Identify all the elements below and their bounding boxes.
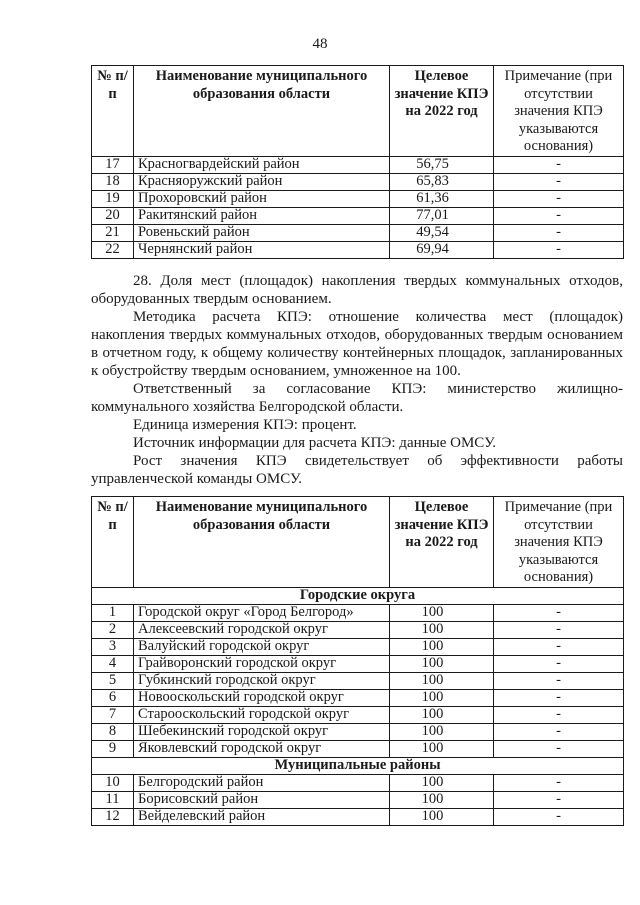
row-note: -: [494, 791, 624, 808]
kpe-source: Источник информации для расчета КПЭ: данные ОМСУ.: [133, 435, 497, 451]
row-number: 18: [92, 173, 134, 190]
kpe-table: [91, 496, 624, 826]
row-target-value: 100: [390, 774, 494, 791]
table-row: [92, 672, 624, 689]
row-municipality: Алексеевский городской округ: [134, 621, 390, 638]
row-note: -: [494, 638, 624, 655]
row-number: 21: [92, 224, 134, 241]
row-municipality: Городской округ «Город Белгород»: [134, 604, 390, 621]
table-row: [92, 723, 624, 740]
row-municipality: Валуйский городской округ: [134, 638, 390, 655]
page-number: 48: [312, 36, 328, 52]
table2-body: [92, 587, 624, 825]
table-row: [92, 241, 624, 258]
table-row: [92, 224, 624, 241]
row-target-value: 100: [390, 621, 494, 638]
table-row: [92, 604, 624, 621]
header-note: Примечание (при отсутствии значения КПЭ указываются основания): [494, 66, 624, 157]
row-municipality: Прохоровский район: [134, 190, 390, 207]
row-municipality: Грайворонский городской округ: [134, 655, 390, 672]
row-note: -: [494, 241, 624, 258]
table-row: [92, 689, 624, 706]
row-target-value: 100: [390, 791, 494, 808]
header-target: Целевое значение КПЭ на 2022 год: [390, 497, 494, 588]
row-number: 1: [92, 604, 134, 621]
row-note: -: [494, 621, 624, 638]
row-note: -: [494, 190, 624, 207]
row-municipality: Красняоружский район: [134, 173, 390, 190]
row-note: -: [494, 207, 624, 224]
table-row: [92, 706, 624, 723]
kpe-title: 28. Доля мест (площадок) накопления твердых коммунальных отходов, оборудованных твердым основанием.: [91, 273, 623, 307]
row-note: -: [494, 224, 624, 241]
table-row: [92, 190, 624, 207]
row-municipality: Яковлевский городской округ: [134, 740, 390, 757]
row-municipality: Губкинский городской округ: [134, 672, 390, 689]
row-number: 9: [92, 740, 134, 757]
section-title: Муниципальные районы: [92, 757, 624, 774]
row-number: 8: [92, 723, 134, 740]
table-row: [92, 774, 624, 791]
row-note: -: [494, 774, 624, 791]
table-row: [92, 740, 624, 757]
row-target-value: 100: [390, 638, 494, 655]
row-target-value: 61,36: [390, 190, 494, 207]
row-target-value: 100: [390, 808, 494, 825]
table-row: [92, 156, 624, 173]
table-row: [92, 791, 624, 808]
row-target-value: 100: [390, 655, 494, 672]
row-note: -: [494, 156, 624, 173]
row-target-value: 100: [390, 672, 494, 689]
row-target-value: 100: [390, 706, 494, 723]
row-number: 12: [92, 808, 134, 825]
row-number: 17: [92, 156, 134, 173]
kpe-responsible: Ответственный за согласование КПЭ: министерство жилищно-коммунального хозяйства Белгородской области.: [91, 381, 623, 415]
kpe-description: [91, 272, 623, 488]
row-number: 10: [92, 774, 134, 791]
table-row: [92, 621, 624, 638]
row-target-value: 69,94: [390, 241, 494, 258]
kpe-table-continued: [91, 65, 624, 259]
header-num: № п/п: [92, 497, 134, 588]
row-number: 20: [92, 207, 134, 224]
row-municipality: Белгородский район: [134, 774, 390, 791]
table-row: [92, 207, 624, 224]
row-municipality: Борисовский район: [134, 791, 390, 808]
row-municipality: Шебекинский городской округ: [134, 723, 390, 740]
row-municipality: Красногвардейский район: [134, 156, 390, 173]
row-note: -: [494, 689, 624, 706]
header-note: Примечание (при отсутствии значения КПЭ указываются основания): [494, 497, 624, 588]
row-note: -: [494, 604, 624, 621]
row-target-value: 49,54: [390, 224, 494, 241]
row-target-value: 56,75: [390, 156, 494, 173]
row-note: -: [494, 173, 624, 190]
header-num: № п/п: [92, 66, 134, 157]
header-name: Наименование муниципального образования области: [134, 66, 390, 157]
row-number: 3: [92, 638, 134, 655]
row-number: 2: [92, 621, 134, 638]
row-target-value: 100: [390, 723, 494, 740]
row-number: 5: [92, 672, 134, 689]
table1-body: [92, 156, 624, 258]
section-row: [92, 757, 624, 774]
row-municipality: Новооскольский городской округ: [134, 689, 390, 706]
table-header-row: [92, 497, 624, 588]
row-target-value: 100: [390, 689, 494, 706]
row-target-value: 100: [390, 604, 494, 621]
kpe-unit: Единица измерения КПЭ: процент.: [133, 417, 357, 433]
header-name: Наименование муниципального образования области: [134, 497, 390, 588]
row-note: -: [494, 723, 624, 740]
table-row: [92, 808, 624, 825]
row-number: 19: [92, 190, 134, 207]
row-number: 11: [92, 791, 134, 808]
row-note: -: [494, 808, 624, 825]
header-target: Целевое значение КПЭ на 2022 год: [390, 66, 494, 157]
row-number: 6: [92, 689, 134, 706]
table-header-row: [92, 66, 624, 157]
row-municipality: Ровеньский район: [134, 224, 390, 241]
kpe-method: Методика расчета КПЭ: отношение количества мест (площадок) накопления твердых коммунальных отходов, оборудованных твердым основанием в отчетном году, к общему количеству контейнерных площадок, запланированных к обустройству твердым основанием, умноженное на 100.: [91, 309, 623, 379]
row-note: -: [494, 706, 624, 723]
row-target-value: 77,01: [390, 207, 494, 224]
row-target-value: 65,83: [390, 173, 494, 190]
row-municipality: Старооскольский городской округ: [134, 706, 390, 723]
row-number: 4: [92, 655, 134, 672]
row-municipality: Чернянский район: [134, 241, 390, 258]
row-target-value: 100: [390, 740, 494, 757]
section-title: Городские округа: [92, 587, 624, 604]
section-row: [92, 587, 624, 604]
row-note: -: [494, 672, 624, 689]
row-municipality: Вейделевский район: [134, 808, 390, 825]
table-row: [92, 173, 624, 190]
row-municipality: Ракитянский район: [134, 207, 390, 224]
kpe-growth: Рост значения КПЭ свидетельствует об эффективности работы управленческой команды ОМСУ.: [91, 453, 623, 487]
row-note: -: [494, 740, 624, 757]
row-number: 22: [92, 241, 134, 258]
table-row: [92, 638, 624, 655]
row-note: -: [494, 655, 624, 672]
row-number: 7: [92, 706, 134, 723]
table-row: [92, 655, 624, 672]
